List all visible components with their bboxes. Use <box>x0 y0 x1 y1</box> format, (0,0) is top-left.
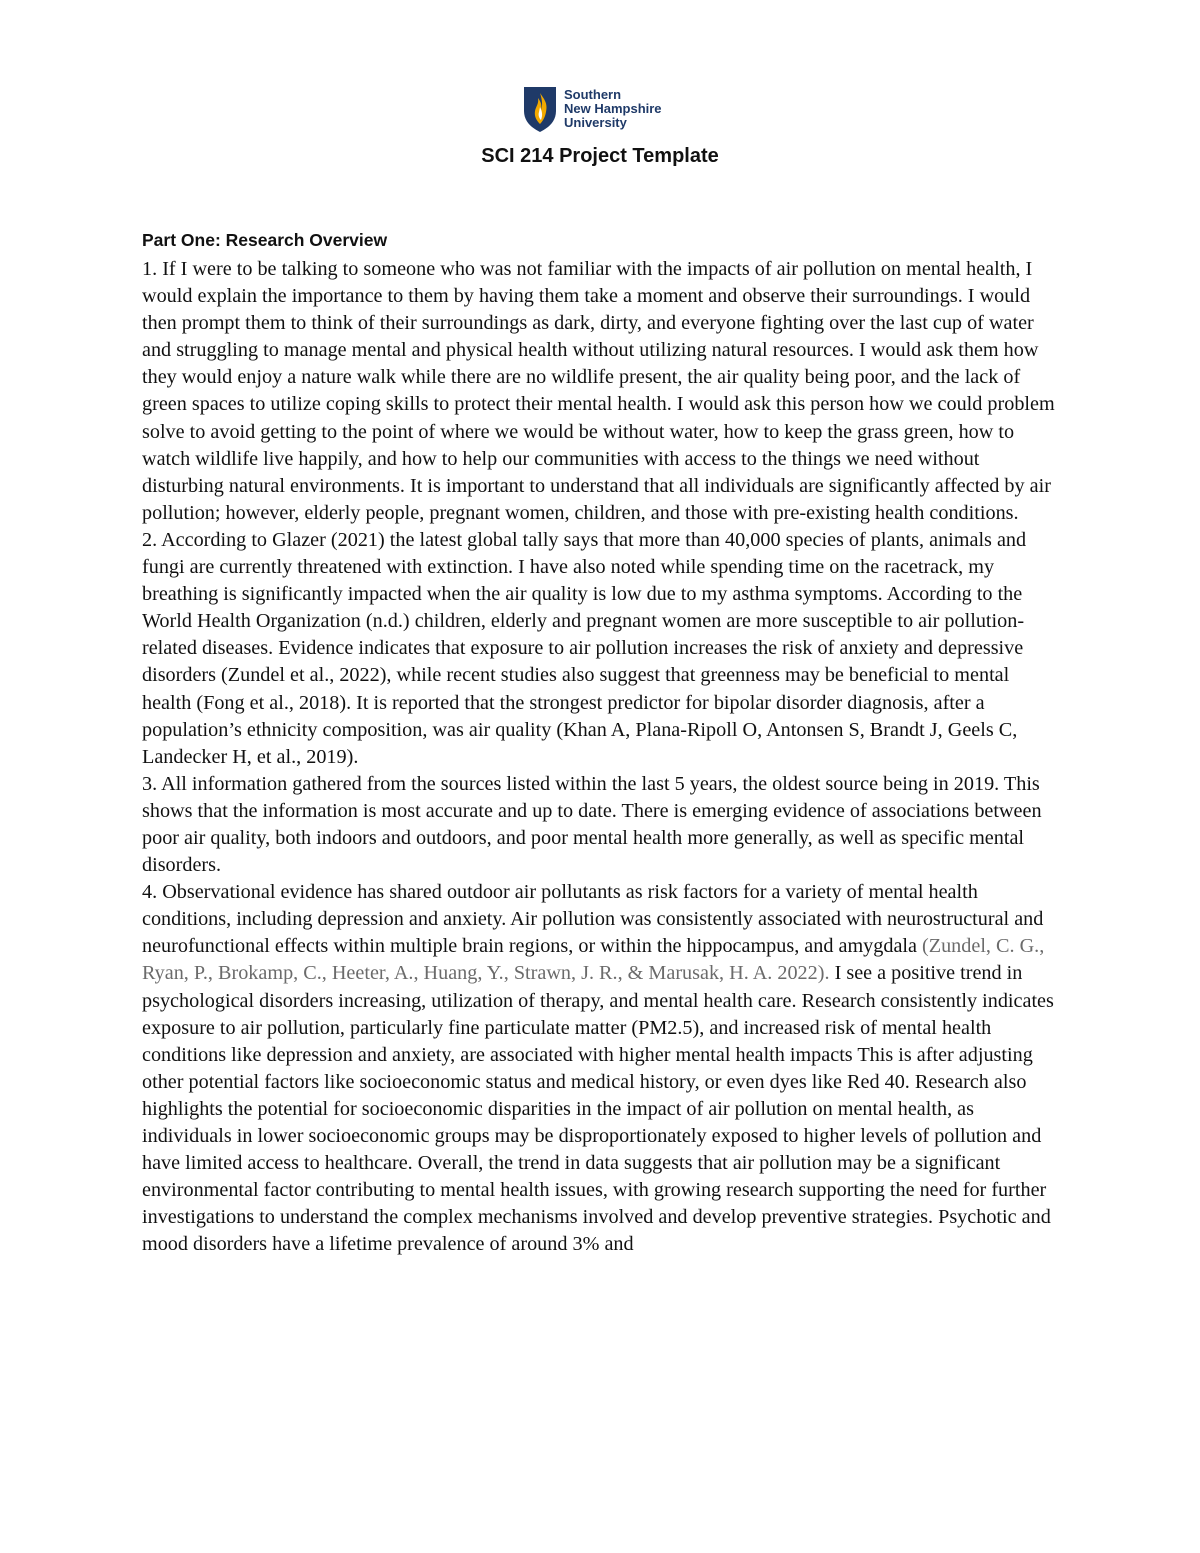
logo-line-3: University <box>564 115 627 130</box>
paragraph-4-continued: I see a positive trend in psychological disorders increasing, utilization of therapy, and mental health care. Research consistently indicates exposure to air pollution, particularly fine particulate matter (PM2.5), and increased risk of mental health conditions like depression and anxiety, are associated with higher mental health impacts This is after adjusting other potential factors like socioeconomic status and medical history, or even dyes like Red 40. Research also highlights the potential for socioeconomic disparities in the impact of air pollution on mental health, as individuals in lower socioeconomic groups may be disproportionately exposed to higher levels of pollution and have limited access to healthcare. Overall, the trend in data suggests that air pollution may be a significant environmental factor contributing to mental health issues, with growing research supporting the need for further investigations to understand the complex mechanisms involved and develop preventive strategies. Psychotic and mood disorders have a lifetime prevalence of around 3% and <box>142 962 1054 1256</box>
university-logo <box>522 84 722 134</box>
paragraph-4-text: 4. Observational evidence has shared outdoor air pollutants as risk factors for a variety of mental health conditions, including depression and anxiety. Air pollution was consistently associated with neurostructural and neurofunctional effects within multiple brain regions, or within the hippocampus, and amygdala <box>142 881 1044 958</box>
paragraph-2: 2. According to Glazer (2021) the latest global tally says that more than 40,000 species of plants, animals and fungi are currently threatened with extinction. I have also noted while spending time on the racetrack, my breathing is significantly impacted when the air quality is low due to my asthma symptoms. According to the World Health Organization (n.d.) children, elderly and pregnant women are more susceptible to air pollution-related diseases. Evidence indicates that exposure to air pollution increases the risk of anxiety and depressive disorders (Zundel et al., 2022), while recent studies also suggest that greenness may be beneficial to mental health (Fong et al., 2018). It is reported that the strongest predictor for bipolar disorder diagnosis, after a population’s ethnicity composition, was air quality (Khan A, Plana-Ripoll O, Antonsen S, Brandt J, Geels C, Landecker H, et al., 2019). <box>142 528 1027 768</box>
citation-zundel: (Zundel, C. G., Ryan, P., Brokamp, C., Heeter, A., Huang, Y., Strawn, J. R., & Marusak, H. A. 2022). <box>142 935 1045 985</box>
paragraph-4 <box>142 879 1062 1258</box>
logo-line-2: New Hampshire <box>564 101 662 116</box>
page-title: SCI 214 Project Template <box>481 145 719 167</box>
logo-line-1: Southern <box>564 87 622 102</box>
body-text <box>142 256 1062 1258</box>
paragraph-3: 3. All information gathered from the sources listed within the last 5 years, the oldest source being in 2019. This shows that the information is most accurate and up to date. There is emerging evidence of associations between poor air quality, both indoors and outdoors, and poor mental health more generally, as well as specific mental disorders. <box>142 772 1042 877</box>
paragraph-1: 1. If I were to be talking to someone who was not familiar with the impacts of air pollution on mental health, I would explain the importance to them by having them take a moment and observe their surroundings. I would then prompt them to think of their surroundings as dark, dirty, and everyone fighting over the last cup of water and struggling to manage mental and physical health without utilizing natural resources. I would ask them how they would enjoy a nature walk while there are no wildlife present, the air quality being poor, and the lack of green spaces to utilize coping skills to protect their mental health. I would ask this person how we could problem solve to avoid getting to the point of where we would be without water, how to keep the grass green, how to watch wildlife live happily, and how to help our communities with access to the things we need without disturbing natural environments. It is important to understand that all individuals are significantly affected by air pollution; however, elderly people, pregnant women, children, and those with pre-existing health conditions. <box>142 258 1055 524</box>
section-heading: Part One: Research Overview <box>142 230 388 250</box>
flame-shield-icon <box>522 85 558 133</box>
logo-wordmark <box>564 88 662 130</box>
